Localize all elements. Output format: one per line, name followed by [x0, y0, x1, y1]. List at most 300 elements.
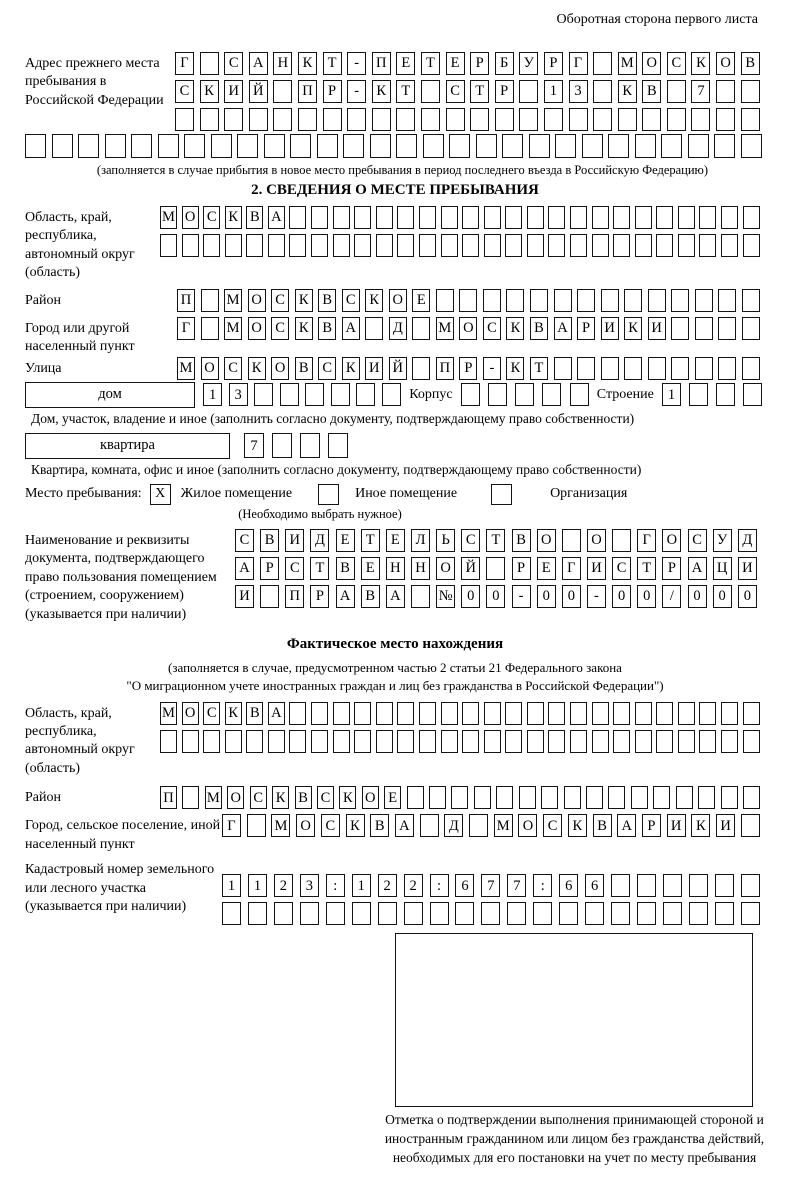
char-cell — [352, 902, 371, 925]
char-cell: Г — [637, 529, 656, 552]
char-cell — [635, 730, 652, 753]
char-cell: Р — [642, 814, 661, 837]
char-cell: М — [271, 814, 290, 837]
char-cell: М — [160, 702, 177, 725]
char-cell: 3 — [300, 874, 319, 897]
char-cell — [397, 702, 414, 725]
char-cell: 2 — [404, 874, 423, 897]
char-cell — [631, 786, 648, 809]
char-cell: Е — [537, 557, 556, 580]
actual-location-title: Фактическое место нахождения — [286, 636, 504, 653]
char-cell: С — [543, 814, 562, 837]
char-cell: М — [436, 317, 454, 340]
char-cell — [378, 902, 397, 925]
char-cell: М — [618, 52, 637, 75]
char-cell — [601, 289, 619, 312]
char-cell — [462, 730, 479, 753]
prev-address-row-1 — [175, 52, 760, 75]
char-cell: 0 — [486, 585, 505, 608]
char-cell — [421, 108, 440, 131]
char-cell — [688, 134, 709, 158]
char-cell — [396, 134, 417, 158]
char-cell — [715, 874, 734, 897]
char-cell — [577, 357, 595, 380]
char-cell: Й — [389, 357, 407, 380]
char-cell: Т — [486, 529, 505, 552]
char-cell — [396, 108, 415, 131]
char-cell: А — [617, 814, 636, 837]
char-cell: М — [205, 786, 222, 809]
char-cell: 2 — [378, 874, 397, 897]
char-cell — [678, 702, 695, 725]
char-cell: К — [339, 786, 356, 809]
char-cell — [592, 702, 609, 725]
district-label: Район — [25, 292, 61, 308]
char-cell — [397, 206, 414, 229]
char-cell: К — [624, 317, 642, 340]
prev-address-block — [25, 52, 800, 131]
char-cell: А — [336, 585, 355, 608]
actual-region-label: Область, край, республика, автономный округ (область) — [25, 705, 135, 776]
char-cell: О — [182, 206, 199, 229]
char-cell — [333, 234, 350, 257]
char-cell: 1 — [248, 874, 267, 897]
confirmation-stamp-caption: Отметка о подтверждении выполнения принимающей стороной и иностранным гражданином или лицом без гражданства действий, необходимых для его постановки на учет по месту пребывания — [384, 1112, 765, 1165]
char-cell: О — [662, 529, 681, 552]
char-cell — [225, 730, 242, 753]
region-label: Область, край, республика, автономный округ (область) — [25, 210, 135, 281]
district-row — [25, 289, 800, 317]
char-cell: 1 — [352, 874, 371, 897]
char-cell — [743, 206, 760, 229]
char-cell: Г — [222, 814, 241, 837]
char-cell: Н — [386, 557, 405, 580]
char-cell — [412, 357, 430, 380]
char-cell — [203, 234, 220, 257]
char-cell: Д — [310, 529, 329, 552]
char-cell — [635, 206, 652, 229]
char-cell — [656, 206, 673, 229]
char-cell: К — [272, 786, 289, 809]
cadastral-rows — [222, 858, 760, 925]
char-cell — [249, 108, 268, 131]
char-cell: В — [318, 317, 336, 340]
confirmation-stamp-box — [395, 933, 753, 1107]
char-cell — [527, 702, 544, 725]
char-cell — [506, 289, 524, 312]
prev-address-note: (заполняется в случае прибытия в новое место пребывания в период последнего въезда в Российскую Федерацию) — [96, 163, 709, 177]
char-cell — [200, 108, 219, 131]
char-cell — [570, 206, 587, 229]
char-cell: О — [201, 357, 219, 380]
char-cell — [495, 108, 514, 131]
char-cell: - — [347, 80, 366, 103]
char-cell — [689, 902, 708, 925]
option-organization-label: Организация — [550, 486, 628, 502]
char-cell: С — [175, 80, 194, 103]
char-cell — [624, 289, 642, 312]
char-cell: И — [224, 80, 243, 103]
char-cell: С — [271, 317, 289, 340]
char-cell: Г — [175, 52, 194, 75]
char-cell — [564, 786, 581, 809]
char-cell — [423, 134, 444, 158]
char-cell — [160, 730, 177, 753]
char-cell — [474, 786, 491, 809]
cadastral-label: Кадастровый номер земельного или лесного участка (указывается при наличии) — [25, 862, 215, 915]
char-cell — [699, 702, 716, 725]
char-cell — [354, 206, 371, 229]
char-cell — [201, 289, 219, 312]
char-cell: 0 — [688, 585, 707, 608]
section2-title: 2. СВЕДЕНИЯ О МЕСТЕ ПРЕБЫВАНИЯ — [251, 182, 539, 198]
actual-location-notes — [25, 659, 800, 695]
char-cell — [254, 383, 273, 406]
char-cell — [412, 317, 430, 340]
char-cell — [689, 874, 708, 897]
char-cell: А — [249, 52, 268, 75]
char-cell: Ь — [436, 529, 455, 552]
char-cell — [248, 902, 267, 925]
char-cell: : — [430, 874, 449, 897]
char-cell — [483, 289, 501, 312]
option-residential-label: Жилое помещение — [180, 486, 293, 502]
char-cell: В — [246, 206, 263, 229]
char-cell — [656, 234, 673, 257]
char-cell — [527, 730, 544, 753]
char-cell — [721, 786, 738, 809]
char-cell — [542, 383, 561, 406]
char-cell: 0 — [738, 585, 757, 608]
char-cell: Р — [512, 557, 531, 580]
char-cell — [462, 702, 479, 725]
char-cell — [741, 814, 760, 837]
char-cell — [527, 234, 544, 257]
char-cell: К — [200, 80, 219, 103]
char-cell — [530, 289, 548, 312]
char-cell: П — [298, 80, 317, 103]
char-cell: А — [554, 317, 572, 340]
char-cell — [529, 134, 550, 158]
char-cell: Д — [738, 529, 757, 552]
char-cell — [356, 383, 375, 406]
char-cell — [505, 206, 522, 229]
char-cell — [505, 702, 522, 725]
char-cell — [570, 730, 587, 753]
house-cells — [203, 383, 401, 406]
cadastral-block — [25, 858, 800, 925]
char-cell: - — [483, 357, 501, 380]
char-cell: И — [235, 585, 254, 608]
char-cell: С — [271, 289, 289, 312]
region-rows — [160, 206, 760, 257]
char-cell — [548, 234, 565, 257]
char-cell — [642, 108, 661, 131]
char-cell: К — [295, 317, 313, 340]
char-cell — [289, 730, 306, 753]
char-cell — [676, 786, 693, 809]
char-cell: / — [662, 585, 681, 608]
char-cell — [743, 234, 760, 257]
char-cell — [698, 786, 715, 809]
char-cell — [593, 52, 612, 75]
char-cell — [585, 902, 604, 925]
char-cell — [577, 289, 595, 312]
char-cell: Г — [177, 317, 195, 340]
char-cell — [742, 317, 760, 340]
char-cell — [663, 902, 682, 925]
char-cell — [311, 702, 328, 725]
char-cell: А — [342, 317, 360, 340]
char-cell — [376, 206, 393, 229]
char-cell: У — [713, 529, 732, 552]
char-cell — [317, 134, 338, 158]
char-cell — [611, 874, 630, 897]
char-cell: 2 — [274, 874, 293, 897]
char-cell: С — [203, 702, 220, 725]
char-cell: И — [365, 357, 383, 380]
char-cell — [201, 317, 219, 340]
char-cell: В — [370, 814, 389, 837]
char-cell: В — [593, 814, 612, 837]
document-row-2 — [235, 557, 757, 580]
char-cell — [305, 383, 324, 406]
stay-type-row — [25, 484, 800, 505]
char-cell — [671, 357, 689, 380]
korpus-label: Корпус — [409, 386, 453, 402]
char-cell: С — [250, 786, 267, 809]
char-cell: Е — [384, 786, 401, 809]
char-cell — [264, 134, 285, 158]
char-cell — [298, 108, 317, 131]
char-cell — [716, 80, 735, 103]
char-cell — [182, 786, 199, 809]
char-cell: П — [177, 289, 195, 312]
char-cell — [678, 234, 695, 257]
char-cell: В — [741, 52, 760, 75]
char-cell — [462, 234, 479, 257]
char-cell — [203, 730, 220, 753]
char-cell: 0 — [713, 585, 732, 608]
char-cell: В — [260, 529, 279, 552]
actual-region-row-2 — [160, 730, 760, 753]
char-cell — [667, 108, 686, 131]
checkbox-organization — [491, 484, 512, 505]
char-cell — [441, 730, 458, 753]
char-cell: К — [506, 357, 524, 380]
char-cell: К — [618, 80, 637, 103]
char-cell — [354, 702, 371, 725]
apartment-cells — [244, 433, 348, 458]
char-cell: Л — [411, 529, 430, 552]
korpus-cells — [461, 383, 589, 406]
char-cell: К — [365, 289, 383, 312]
char-cell — [613, 234, 630, 257]
char-cell: О — [227, 786, 244, 809]
char-cell — [52, 134, 73, 158]
region-row-2 — [160, 234, 760, 257]
checkbox-other-premises — [318, 484, 339, 505]
char-cell — [586, 786, 603, 809]
char-cell — [272, 433, 292, 458]
char-cell: В — [318, 289, 336, 312]
char-cell — [635, 702, 652, 725]
char-cell: К — [295, 289, 313, 312]
char-cell: П — [285, 585, 304, 608]
char-cell: П — [160, 786, 177, 809]
char-cell — [397, 234, 414, 257]
region-block — [25, 206, 800, 283]
char-cell: 0 — [562, 585, 581, 608]
char-cell — [533, 902, 552, 925]
char-cell — [411, 585, 430, 608]
char-cell: Е — [396, 52, 415, 75]
char-cell: Е — [361, 557, 380, 580]
char-cell: А — [386, 585, 405, 608]
char-cell: К — [691, 52, 710, 75]
char-cell — [333, 206, 350, 229]
char-cell: Т — [530, 357, 548, 380]
char-cell: Т — [421, 52, 440, 75]
char-cell — [570, 702, 587, 725]
actual-region-block — [25, 702, 800, 779]
actual-district-cells — [160, 786, 760, 809]
char-cell — [555, 134, 576, 158]
char-cell — [742, 357, 760, 380]
char-cell — [429, 786, 446, 809]
char-cell — [618, 108, 637, 131]
char-cell: О — [248, 289, 266, 312]
char-cell — [311, 730, 328, 753]
char-cell — [446, 108, 465, 131]
city-row — [25, 317, 800, 357]
char-cell — [354, 730, 371, 753]
char-cell: Р — [310, 585, 329, 608]
char-cell — [505, 234, 522, 257]
char-cell — [274, 902, 293, 925]
char-cell — [648, 357, 666, 380]
char-cell — [131, 134, 152, 158]
char-cell — [451, 786, 468, 809]
char-cell — [476, 134, 497, 158]
char-cell — [419, 234, 436, 257]
char-cell — [376, 234, 393, 257]
char-cell — [484, 234, 501, 257]
char-cell: К — [342, 357, 360, 380]
char-cell — [507, 902, 526, 925]
char-cell — [741, 134, 762, 158]
char-cell: - — [587, 585, 606, 608]
char-cell: Е — [386, 529, 405, 552]
char-cell: Ц — [713, 557, 732, 580]
char-cell: В — [295, 786, 312, 809]
char-cell — [376, 702, 393, 725]
district-cells — [177, 289, 760, 312]
char-cell — [741, 108, 760, 131]
char-cell — [273, 108, 292, 131]
char-cell — [624, 357, 642, 380]
char-cell — [592, 206, 609, 229]
char-cell — [365, 317, 383, 340]
char-cell: М — [494, 814, 513, 837]
char-cell — [519, 108, 538, 131]
char-cell: 6 — [559, 874, 578, 897]
char-cell: В — [295, 357, 313, 380]
char-cell: О — [296, 814, 315, 837]
char-cell — [741, 80, 760, 103]
char-cell — [441, 234, 458, 257]
char-cell — [601, 357, 619, 380]
street-row — [25, 357, 800, 380]
char-cell — [496, 786, 513, 809]
char-cell: О — [389, 289, 407, 312]
char-cell — [273, 80, 292, 103]
char-cell: К — [568, 814, 587, 837]
stroenie-label: Строение — [596, 386, 654, 402]
document-row-1 — [235, 529, 757, 552]
char-cell: Р — [544, 52, 563, 75]
char-cell — [611, 902, 630, 925]
char-cell: И — [285, 529, 304, 552]
char-cell: № — [436, 585, 455, 608]
char-cell — [667, 80, 686, 103]
char-cell — [441, 206, 458, 229]
char-cell: Т — [470, 80, 489, 103]
char-cell: М — [177, 357, 195, 380]
char-cell — [419, 206, 436, 229]
char-cell: К — [298, 52, 317, 75]
char-cell — [635, 234, 652, 257]
actual-region-row-1 — [160, 702, 760, 725]
char-cell: М — [224, 317, 242, 340]
char-cell: К — [506, 317, 524, 340]
char-cell — [695, 289, 713, 312]
char-cell — [311, 206, 328, 229]
char-cell — [397, 730, 414, 753]
char-cell — [300, 902, 319, 925]
char-cell — [743, 702, 760, 725]
char-cell — [562, 529, 581, 552]
char-cell — [554, 289, 572, 312]
char-cell: О — [248, 317, 266, 340]
char-cell — [671, 317, 689, 340]
char-cell: 1 — [544, 80, 563, 103]
char-cell — [548, 702, 565, 725]
char-cell: Р — [323, 80, 342, 103]
char-cell — [333, 702, 350, 725]
char-cell — [648, 289, 666, 312]
char-cell — [741, 902, 760, 925]
char-cell — [656, 730, 673, 753]
document-block — [25, 529, 800, 624]
char-cell — [372, 108, 391, 131]
char-cell: В — [336, 557, 355, 580]
char-cell — [695, 317, 713, 340]
char-cell — [742, 289, 760, 312]
char-cell: И — [716, 814, 735, 837]
char-cell: 7 — [481, 874, 500, 897]
char-cell: 0 — [461, 585, 480, 608]
char-cell — [211, 134, 232, 158]
document-label: Наименование и реквизиты документа, подтверждающего право пользования помещением (строением, сооружением) (указывается при наличии) — [25, 532, 217, 622]
char-cell: - — [512, 585, 531, 608]
char-cell — [461, 383, 480, 406]
apartment-row — [25, 433, 800, 459]
char-cell: В — [246, 702, 263, 725]
char-cell — [608, 786, 625, 809]
char-cell — [502, 134, 523, 158]
char-cell — [280, 383, 299, 406]
